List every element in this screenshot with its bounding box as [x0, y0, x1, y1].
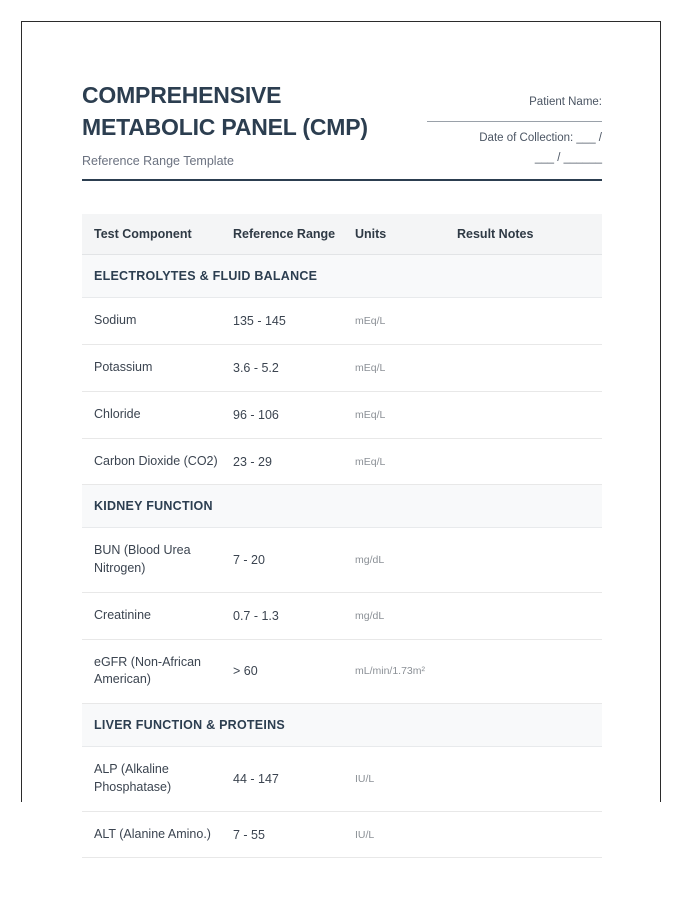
table-body [82, 255, 602, 858]
document-header [82, 22, 602, 168]
cell-reference-range: 3.6 - 5.2 [233, 345, 355, 392]
cell-reference-range: > 60 [233, 639, 355, 704]
patient-name-label: Patient Name: [529, 96, 602, 108]
cell-result-notes[interactable] [457, 639, 602, 704]
cell-units: mEq/L [355, 391, 457, 438]
cell-test-component: Creatinine [82, 592, 233, 639]
cell-result-notes[interactable] [457, 298, 602, 345]
cell-reference-range: 7 - 20 [233, 528, 355, 593]
cell-result-notes[interactable] [457, 747, 602, 812]
cell-units: mg/dL [355, 592, 457, 639]
date-of-collection-line-2[interactable]: ___ / ______ [534, 151, 602, 164]
cell-test-component: Sodium [82, 298, 233, 345]
cell-test-component: Carbon Dioxide (CO2) [82, 438, 233, 485]
cell-test-component: ALP (Alkaline Phosphatase) [82, 747, 233, 812]
column-header-units: Units [355, 214, 457, 255]
table-row [82, 747, 602, 812]
cell-units: mg/dL [355, 528, 457, 593]
table-header [82, 214, 602, 255]
cell-result-notes[interactable] [457, 438, 602, 485]
document-page [21, 21, 661, 842]
cell-result-notes[interactable] [457, 528, 602, 593]
cell-reference-range: 0.7 - 1.3 [233, 592, 355, 639]
cell-units: mEq/L [355, 345, 457, 392]
table-section-header [82, 255, 602, 298]
table-row [82, 639, 602, 704]
table-row [82, 391, 602, 438]
date-of-collection-line-1[interactable]: Date of Collection: ___ / [479, 131, 602, 144]
patient-info-block [427, 80, 602, 168]
column-header-result-notes: Result Notes [457, 214, 602, 255]
table-section-header [82, 704, 602, 747]
cell-test-component: ALT (Alanine Amino.) [82, 811, 233, 858]
table-section-header [82, 485, 602, 528]
cell-reference-range: 96 - 106 [233, 391, 355, 438]
table-row [82, 528, 602, 593]
patient-name-blank-field[interactable] [427, 120, 602, 122]
cell-result-notes[interactable] [457, 811, 602, 858]
page-subtitle: Reference Range Template [82, 154, 234, 169]
cell-test-component: Chloride [82, 391, 233, 438]
section-title: LIVER FUNCTION & PROTEINS [82, 704, 602, 747]
cell-units: mEq/L [355, 438, 457, 485]
cell-test-component: eGFR (Non-African American) [82, 639, 233, 704]
cell-units: IU/L [355, 811, 457, 858]
cell-reference-range: 135 - 145 [233, 298, 355, 345]
cell-units: IU/L [355, 747, 457, 812]
table-row [82, 345, 602, 392]
column-header-test-component: Test Component [82, 214, 233, 255]
cell-reference-range: 44 - 147 [233, 747, 355, 812]
cell-test-component: BUN (Blood Urea Nitrogen) [82, 528, 233, 593]
column-header-reference-range: Reference Range [233, 214, 355, 255]
table-row [82, 438, 602, 485]
cell-reference-range: 23 - 29 [233, 438, 355, 485]
reference-range-table [82, 214, 602, 858]
cell-result-notes[interactable] [457, 592, 602, 639]
section-title: KIDNEY FUNCTION [82, 485, 602, 528]
header-title-block [82, 80, 412, 168]
table-row [82, 811, 602, 858]
cell-reference-range: 7 - 55 [233, 811, 355, 858]
table-row [82, 298, 602, 345]
cell-result-notes[interactable] [457, 391, 602, 438]
header-divider [82, 179, 602, 181]
cell-units: mEq/L [355, 298, 457, 345]
page-title: COMPREHENSIVE METABOLIC PANEL (CMP) [82, 82, 368, 140]
table-header-row [82, 214, 602, 255]
cell-units: mL/min/1.73m² [355, 639, 457, 704]
section-title: ELECTROLYTES & FLUID BALANCE [82, 255, 602, 298]
cell-test-component: Potassium [82, 345, 233, 392]
table-row [82, 592, 602, 639]
cell-result-notes[interactable] [457, 345, 602, 392]
